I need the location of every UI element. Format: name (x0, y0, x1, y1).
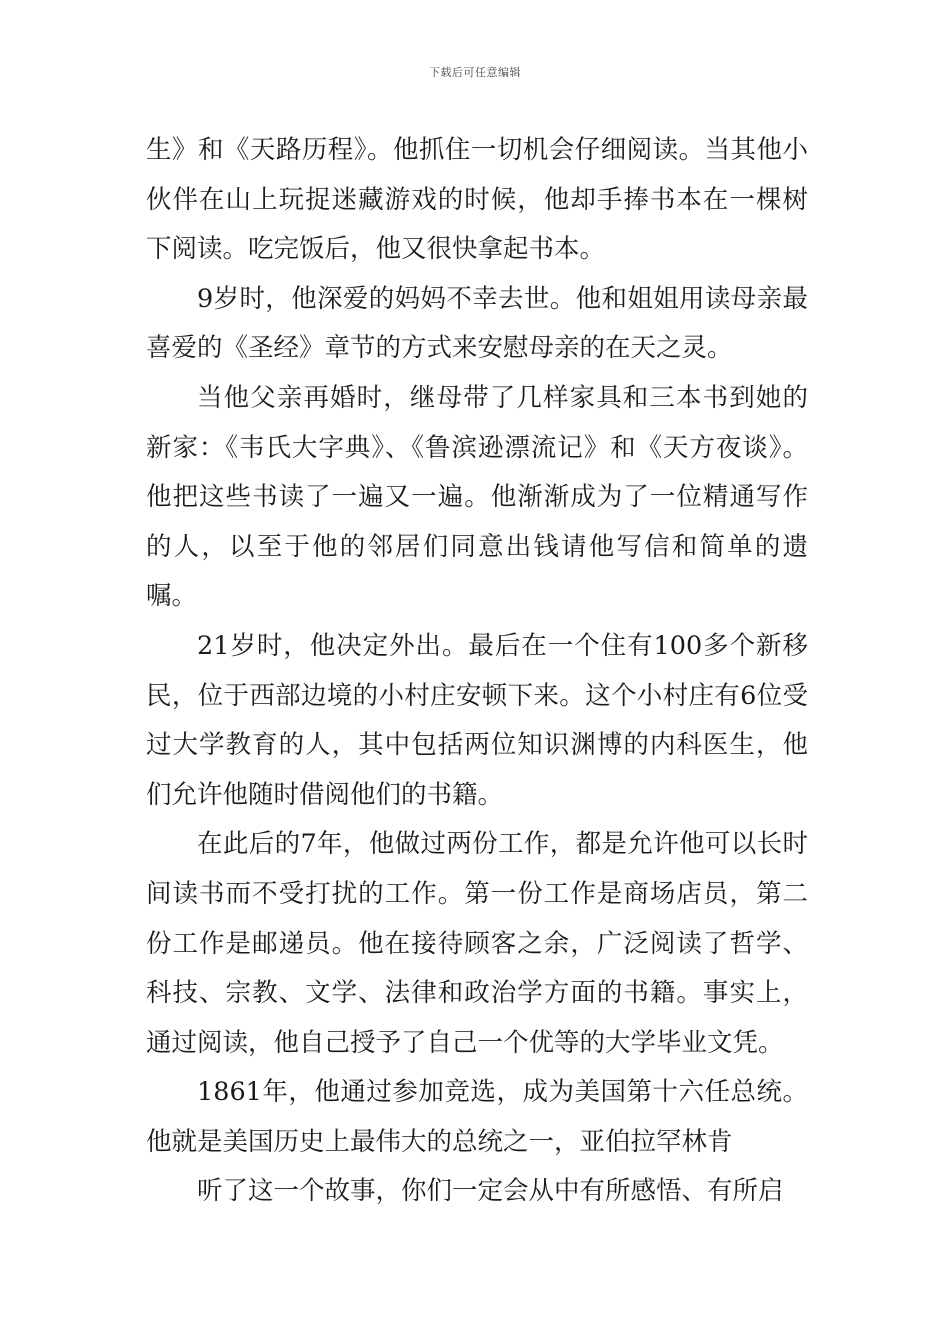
paragraph-3: 当他父亲再婚时，继母带了几样家具和三本书到她的新家：《韦氏大字典》、《鲁滨逊漂流记》和《天方夜谈》。他把这些书读了一遍又一遍。他渐渐成为了一位精通写作的人，以至于他的邻居们同意出钱请他写信和简单的遗嘱。 (146, 382, 808, 612)
paragraph-7: 听了这一个故事，你们一定会从中有所感悟、有所启 (197, 1176, 784, 1207)
paragraph-1: 生》和《天路历程》。他抓住一切机会仔细阅读。当其他小伙伴在山上玩捉迷藏游戏的时候，他却手捧书本在一棵树下阅读。吃完饭后，他又很快拿起书本。 (146, 135, 808, 265)
document-body (146, 126, 808, 1217)
paragraph-5: 在此后的7年，他做过两份工作，都是允许他可以长时间读书而不受打扰的工作。第一份工作是商场店员，第二份工作是邮递员。他在接待顾客之余，广泛阅读了哲学、科技、宗教、文学、法律和政治学方面的书籍。事实上，通过阅读，他自己授予了自己一个优等的大学毕业文凭。 (146, 829, 808, 1058)
paragraph-2: 9岁时，他深爱的妈妈不幸去世。他和姐姐用读母亲最喜爱的《圣经》章节的方式来安慰母亲的在天之灵。 (146, 283, 808, 364)
paragraph-6: 1861年，他通过参加竞选，成为美国第十六任总统。他就是美国历史上最伟大的总统之一，亚伯拉罕林肯 (146, 1077, 808, 1157)
page-header-note: 下载后可任意编辑 (429, 66, 521, 79)
paragraph-4: 21岁时，他决定外出。最后在一个住有100多个新移民，位于西部边境的小村庄安顿下来。这个小村庄有6位受过大学教育的人，其中包括两位知识渊博的内科医生，他们允许他随时借阅他们的书籍。 (146, 630, 808, 810)
